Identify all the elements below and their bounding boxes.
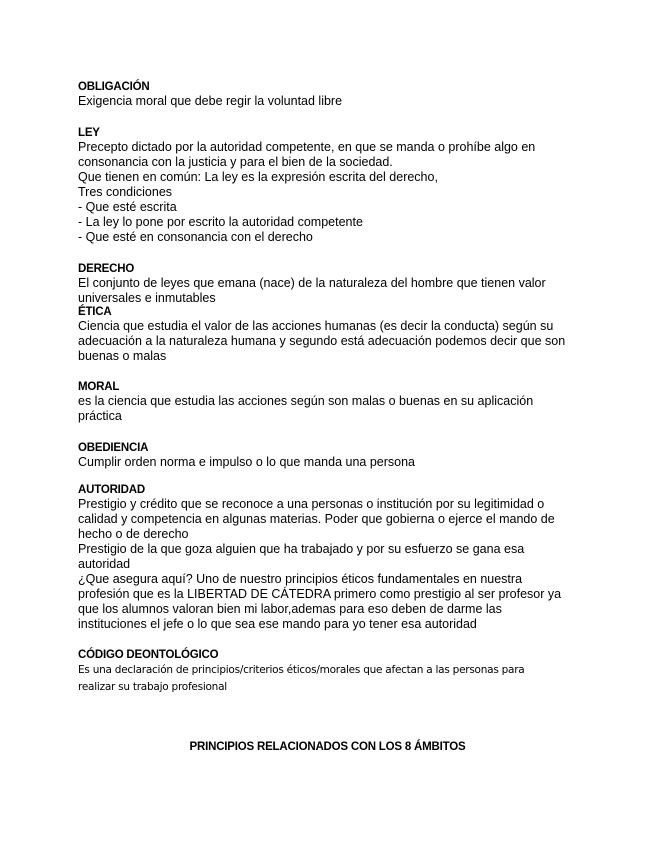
section-line: profesión que es la LIBERTAD DE CÁTEDRA primero como prestigio al ser profesor ya	[78, 587, 562, 601]
section-line: - Que esté escrita	[78, 200, 177, 214]
section-line: realizar su trabajo profesional	[78, 681, 227, 693]
section-line: instituciones el jefe o lo que sea ese mando para yo tener esa autoridad	[78, 617, 477, 631]
section-etica	[78, 305, 598, 364]
section-heading: CÓDIGO DEONTOLÓGICO	[78, 649, 219, 661]
section-line: Ciencia que estudia el valor de las acciones humanas (es decir la conducta) según su	[78, 319, 554, 333]
section-line: es la ciencia que estudia las acciones según son malas o buenas en su aplicación	[78, 394, 534, 408]
section-line: Precepto dictado por la autoridad competente, en que se manda o prohíbe algo en	[78, 140, 536, 154]
section-heading: ÉTICA	[78, 306, 112, 318]
section-line: autoridad	[78, 557, 131, 571]
section-line: ¿Que asegura aquí? Uno de nuestro principios éticos fundamentales en nuestra	[78, 572, 523, 586]
section-line: Prestigio de la que goza alguien que ha trabajado y por su esfuerzo se gana esa	[78, 542, 525, 556]
section-derecho	[78, 262, 598, 306]
section-line: hecho o de derecho	[78, 527, 189, 541]
section-obligacion	[78, 80, 598, 109]
section-line: - La ley lo pone por escrito la autoridad competente	[78, 215, 363, 229]
section-line: adecuación a la naturaleza humana y segundo está adecuación podemos decir que son	[78, 334, 566, 348]
section-ley	[78, 126, 598, 245]
section-autoridad	[78, 483, 598, 632]
section-line: calidad y competencia en algunas materias. Poder que gobierna o ejerce el mando de	[78, 512, 555, 526]
section-line: universales e inmutables	[78, 291, 216, 305]
section-heading: DERECHO	[78, 263, 135, 275]
section-line: Es una declaración de principios/criterios éticos/morales que afectan a las personas para	[78, 664, 525, 676]
section-heading: OBLIGACIÓN	[78, 81, 150, 93]
section-line: Que tienen en común: La ley es la expresión escrita del derecho,	[78, 170, 438, 184]
section-heading: MORAL	[78, 381, 120, 393]
section-line: buenas o malas	[78, 349, 167, 363]
section-line: práctica	[78, 409, 122, 423]
section-moral	[78, 380, 598, 424]
section-line: consonancia con la justicia y para el bien de la sociedad.	[78, 155, 393, 169]
section-heading: OBEDIENCIA	[78, 442, 149, 454]
section-heading: AUTORIDAD	[78, 484, 145, 496]
section-codigo-deontologico	[78, 648, 598, 696]
section-heading: LEY	[78, 127, 100, 139]
principles-title: PRINCIPIOS RELACIONADOS CON LOS 8 ÁMBITOS	[189, 741, 466, 753]
section-line: El conjunto de leyes que emana (nace) de la naturaleza del hombre que tienen valor	[78, 276, 546, 290]
section-line: Prestigio y crédito que se reconoce a una personas o institución por su legitimidad o	[78, 497, 545, 511]
section-obediencia	[78, 441, 598, 470]
section-line: Exigencia moral que debe regir la voluntad libre	[78, 94, 343, 108]
section-line: - Que esté en consonancia con el derecho	[78, 230, 313, 244]
section-line: Cumplir orden norma e impulso o lo que manda una persona	[78, 455, 415, 469]
section-line: Tres condiciones	[78, 185, 173, 199]
section-line: que los alumnos valoran bien mi labor,ademas para eso deben de darme las	[78, 602, 502, 616]
